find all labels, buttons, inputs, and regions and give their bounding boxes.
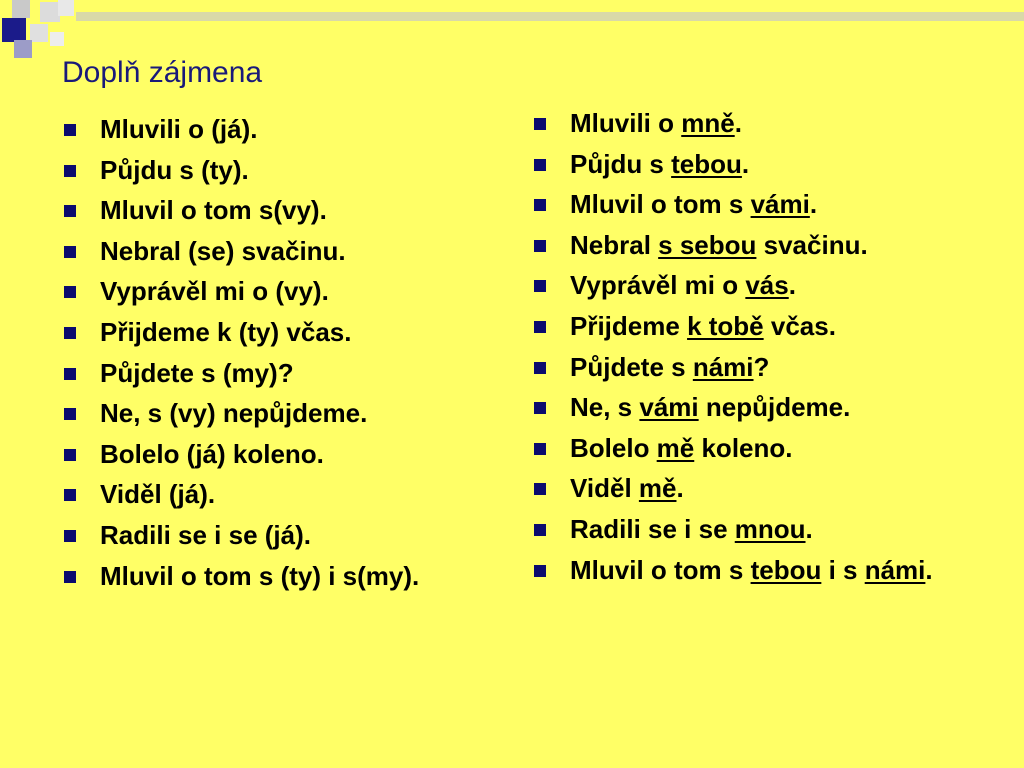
answer-item [532, 189, 992, 219]
exercise-text: Ne, s (vy) nepůjdeme. [100, 398, 368, 429]
exercise-item [62, 561, 472, 591]
exercise-item [62, 114, 472, 144]
exercise-text: Půjdete s (my)? [100, 357, 294, 388]
answer-pronoun: mnou [734, 513, 806, 544]
answer-item [532, 230, 992, 260]
answer-text: . [741, 148, 750, 179]
exercise-item [62, 520, 472, 550]
exercise-item [62, 317, 472, 347]
square-bullet-icon [534, 159, 546, 171]
answer-pronoun: mě [656, 432, 695, 463]
answer-item [532, 311, 992, 341]
exercise-item [62, 236, 472, 266]
exercise-item [62, 276, 472, 306]
answer-text: . [925, 554, 933, 585]
answer-pronoun: vámi [750, 189, 810, 220]
answer-pronoun: tebou [671, 148, 742, 179]
square-bullet-icon [534, 199, 546, 211]
answer-pronoun: vámi [639, 392, 699, 423]
answer-text: Půjdete s [570, 351, 693, 382]
square-bullet-icon [64, 368, 76, 380]
square-bullet-icon [534, 443, 546, 455]
exercise-item [62, 439, 472, 469]
exercise-text: Půjdu s (ty). [100, 154, 249, 185]
square-bullet-icon [64, 449, 76, 461]
answer-text: Viděl [570, 473, 639, 504]
square-bullet-icon [534, 362, 546, 374]
answer-item [532, 108, 992, 138]
square-bullet-icon [64, 489, 76, 501]
square-bullet-icon [64, 124, 76, 136]
exercise-text: Nebral (se) svačinu. [100, 235, 346, 266]
exercise-item [62, 398, 472, 428]
square-bullet-icon [534, 280, 546, 292]
exercise-item [62, 479, 472, 509]
answer-list [532, 108, 992, 595]
answer-pronoun: mě [638, 473, 677, 504]
square-bullet-icon [64, 571, 76, 583]
answer-pronoun: tebou [750, 554, 822, 585]
answer-text: Mluvil o tom s [570, 554, 751, 585]
answer-item [532, 352, 992, 382]
square-bullet-icon [64, 408, 76, 420]
exercise-text: Mluvil o tom s (ty) i s(my). [100, 560, 420, 591]
answer-text: Mluvili o [570, 108, 682, 138]
exercise-item [62, 195, 472, 225]
answer-item [532, 514, 992, 544]
answer-text: ? [753, 351, 770, 382]
answer-text: . [788, 270, 796, 301]
answer-text: nepůjdeme. [698, 392, 851, 423]
square-bullet-icon [534, 240, 546, 252]
exercise-item [62, 155, 472, 185]
answer-item [532, 473, 992, 503]
square-bullet-icon [534, 565, 546, 577]
square-bullet-icon [64, 530, 76, 542]
exercise-item [62, 358, 472, 388]
exercise-text: Přijdeme k (ty) včas. [100, 316, 352, 347]
answer-pronoun: námi [864, 554, 926, 585]
answer-pronoun: vás [745, 270, 789, 301]
exercise-text: Mluvili o (já). [100, 114, 258, 144]
answer-text: . [805, 513, 813, 544]
answer-item [532, 433, 992, 463]
square-bullet-icon [534, 524, 546, 536]
answer-text: i s [821, 554, 865, 585]
square-bullet-icon [534, 402, 546, 414]
answer-pronoun: mně [681, 108, 735, 138]
square-bullet-icon [64, 286, 76, 298]
answer-item [532, 270, 992, 300]
answer-item [532, 392, 992, 422]
exercise-text: Radili se i se (já). [100, 519, 311, 550]
square-bullet-icon [534, 483, 546, 495]
slide-title: Doplň zájmena [62, 56, 263, 89]
answer-pronoun: s sebou [658, 229, 757, 260]
exercise-text: Viděl (já). [100, 479, 216, 510]
answer-text: včas. [763, 310, 836, 341]
exercise-text: Bolelo (já) koleno. [100, 438, 324, 469]
answer-item [532, 555, 992, 585]
exercise-text: Vyprávěl mi o (vy). [100, 276, 329, 307]
answer-text: Mluvil o tom s [570, 189, 751, 220]
answer-text: . [734, 108, 742, 138]
answer-text: svačinu. [756, 229, 868, 260]
exercise-list [62, 114, 472, 601]
answer-text: . [676, 473, 684, 504]
answer-text: Vyprávěl mi o [570, 270, 746, 301]
corner-squares-decoration [0, 0, 80, 62]
answer-text: koleno. [694, 432, 793, 463]
square-bullet-icon [64, 246, 76, 258]
square-bullet-icon [534, 118, 546, 130]
exercise-text: Mluvil o tom s(vy). [100, 195, 327, 226]
answer-pronoun: k tobě [687, 310, 764, 341]
answer-text: Radili se i se [570, 513, 735, 544]
answer-text: Nebral [570, 229, 659, 260]
answer-text: . [809, 189, 818, 220]
square-bullet-icon [64, 205, 76, 217]
header-decoration-bar [76, 12, 1024, 21]
square-bullet-icon [64, 165, 76, 177]
answer-text: Půjdu s [570, 148, 672, 179]
answer-text: Bolelo [570, 432, 657, 463]
answer-pronoun: námi [692, 351, 754, 382]
square-bullet-icon [534, 321, 546, 333]
answer-text: Přijdeme [570, 310, 688, 341]
answer-text: Ne, s [570, 392, 640, 423]
square-bullet-icon [64, 327, 76, 339]
answer-item [532, 149, 992, 179]
